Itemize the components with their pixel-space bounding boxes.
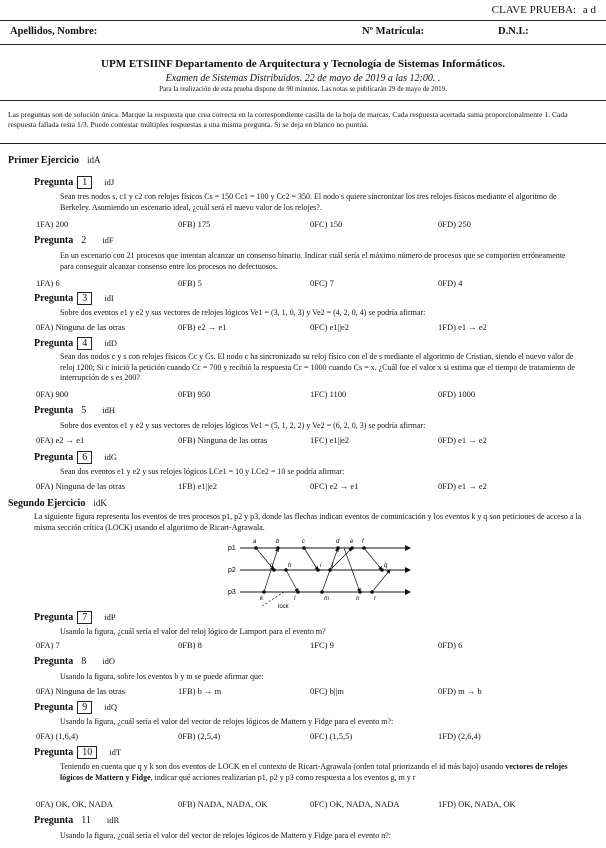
question-1-option-a[interactable]: 1FA) 200 <box>36 219 69 229</box>
event-label: c <box>302 539 305 545</box>
question-5-option-a[interactable]: 0FA) e2 → e1 <box>36 435 85 445</box>
lock-label: lock <box>278 604 289 610</box>
question-6-option-d[interactable]: 0FD) e1 → e2 <box>438 481 487 491</box>
question-7-option-c[interactable]: 1FC) 9 <box>310 640 334 650</box>
question-2-header: Pregunta 2 idF <box>34 235 114 246</box>
apellidos-label: Apellidos, Nombre: <box>10 26 98 37</box>
question-6-option-a[interactable]: 0FA) Ninguna de las otras <box>36 481 126 491</box>
message-arrow <box>364 548 382 570</box>
question-10-option-b[interactable]: 0FB) NADA, NADA, OK <box>178 799 268 809</box>
question-1-option-d[interactable]: 0FD) 250 <box>438 219 471 229</box>
event-dot <box>320 590 324 594</box>
question-9-option-b[interactable]: 0FB) (2,5,4) <box>178 731 221 741</box>
event-dot <box>276 546 280 550</box>
question-7-option-a[interactable]: 0FA) 7 <box>36 640 60 650</box>
event-dot <box>296 590 300 594</box>
question-8-option-a[interactable]: 0FA) Ninguna de las otras <box>36 686 126 696</box>
event-label: d <box>336 539 340 545</box>
question-7-option-d[interactable]: 0FD) 6 <box>438 640 463 650</box>
dni-label: D.N.I.: <box>498 26 529 37</box>
question-3-option-b[interactable]: 0FB) e2 → e1 <box>178 322 227 332</box>
question-2-option-d[interactable]: 0FD) 4 <box>438 278 463 288</box>
question-9-text: Usando la figura, ¿cuál sería el valor del vector de relojes lógicos de Mattern y Fidge para el evento m?: <box>60 717 394 726</box>
message-arrow <box>372 570 390 592</box>
question-6-option-b[interactable]: 1FB) e1||e2 <box>178 481 218 491</box>
question-5-header: Pregunta 5 idH <box>34 405 116 416</box>
event-label: h <box>288 563 292 569</box>
question-8-text: Usando la figura, sobre los eventos b y m se puede afirmar que: <box>60 672 264 681</box>
question-6-text: Sean dos eventos e1 y e2 y sus relojes lógicos LCe1 = 10 y LCe2 = 10 se podría afirmar: <box>60 467 345 476</box>
event-dot <box>262 590 266 594</box>
question-4-option-b[interactable]: 0FB) 950 <box>178 389 211 399</box>
question-1-option-b[interactable]: 0FB) 175 <box>178 219 211 229</box>
header-divider-bottom <box>0 44 606 45</box>
event-label: f <box>362 539 364 545</box>
question-4-option-a[interactable]: 0FA) 900 <box>36 389 69 399</box>
question-10-option-c[interactable]: 0FC) OK, NADA, NADA <box>310 799 400 809</box>
message-arrow <box>286 570 298 592</box>
question-11-text: Usando la figura, ¿cuál sería el valor del vector de relojes lógicos de Mattern y Fidge para el evento n?: <box>60 831 391 840</box>
header-divider-top <box>0 20 606 21</box>
clave-prueba: CLAVE PRUEBA: a d <box>491 4 596 16</box>
question-7-text: Usando la figura, ¿cuál sería el valor del reloj lógico de Lamport para el evento m? <box>60 627 326 636</box>
event-dot <box>362 546 366 550</box>
event-label: l <box>294 596 296 602</box>
question-8-option-c[interactable]: 0FC) b||m <box>310 686 344 696</box>
event-label: i <box>320 563 322 569</box>
question-4-text: Sean dos nodos c y s con relojes físicos Cc y Cs. El nodo c ha sincronizado su reloj físico con el de s mediante el algoritmo de Cristian, siendo el nuevo valor de reloj 1200; Si c inició la petición cuando Cc = 700 y recibió la respuesta Cc = 1000 cuando Cs = x. ¿Cuál fue el valor x si estima que el tiempo de tratamiento de interrupción de s es 200? <box>60 352 575 382</box>
question-2-option-a[interactable]: 1FA) 6 <box>36 278 60 288</box>
event-label: j <box>332 563 334 569</box>
event-dot <box>370 590 374 594</box>
event-label: b <box>276 539 280 545</box>
question-1-text: Sean tres nodos s, c1 y c2 con relojes físicos Cs = 150 Cc1 = 100 y Cc2 = 350. El nodo s quiere sincronizar los tres relojes físicos mediante el algoritmo de Berkeley. Asumiendo un escenario ideal, ¿cuál será el nuevo valor de los relojes?. <box>60 192 557 212</box>
process-label-p2: p2 <box>228 567 236 574</box>
question-7-header: Pregunta 7 idP <box>34 612 116 623</box>
question-5-option-c[interactable]: 1FC) e1||e2 <box>310 435 350 445</box>
exam-note: Para la realización de esta prueba dispone de 90 minutos. Las notas se publicarán 29 de mayo de 2019. <box>159 85 447 93</box>
question-5-option-d[interactable]: 0FD) e1 → e2 <box>438 435 487 445</box>
question-3-text: Sobre dos eventos e1 y e2 y sus vectores de relojes lógicos Ve1 = (3, 1, 0, 3) y Ve2 = (4, 2, 0, 4) se podría afirmar: <box>60 308 426 317</box>
question-2-text: En un escenario con 21 procesos que intentan alcanzar un consenso binario. Indicar cuál sería el máximo número de procesos que se comporten erróneamente para conseguir alcanzar consenso entre los procesos no defectuosos. <box>60 251 566 271</box>
process-label-p3: p3 <box>228 589 236 596</box>
question-6-option-c[interactable]: 0FC) e2 → e1 <box>310 481 359 491</box>
event-label: g <box>270 563 274 569</box>
exam-instructions: Las preguntas son de solución única. Marque la respuesta que crea correcta en la correspondiente casilla de la hoja de marcas. Cada respuesta acertada suma proporcionalmente 1. Cada respuesta fallada resta 1/3. Puede contestar múltiples respuestas a una misma pregunta. Si se deja en blanco no puntúa. <box>8 110 568 129</box>
event-dot <box>350 546 354 550</box>
question-5-option-b[interactable]: 0FB) Ninguna de las otras <box>178 435 268 445</box>
question-4-option-c[interactable]: 1FC) 1100 <box>310 389 347 399</box>
question-9-option-c[interactable]: 0FC) (1,5,5) <box>310 731 353 741</box>
question-9-header: Pregunta 9 idQ <box>34 702 118 713</box>
question-4-header: Pregunta 4 idD <box>34 338 118 349</box>
question-4-option-d[interactable]: 0FD) 1000 <box>438 389 476 399</box>
event-dot <box>358 590 362 594</box>
event-label: n <box>356 596 360 602</box>
event-dot <box>302 546 306 550</box>
figure-intro: La siguiente figura representa los eventos de tres procesos p1, p2 y p3, donde las flechas indican eventos de comunicación y los eventos k y q son peticiones de acceso a la misma sección crítica (LOCK) usando el algoritmo de Ricart-Agrawala. <box>34 512 582 532</box>
section-primer-ejercicio: Primer Ejercicio idA <box>8 155 101 166</box>
question-6-header: Pregunta 6 idG <box>34 452 118 463</box>
event-dot <box>336 546 340 550</box>
question-7-option-b[interactable]: 0FB) 8 <box>178 640 202 650</box>
process-label-p1: p1 <box>228 545 236 552</box>
question-2-option-c[interactable]: 0FC) 7 <box>310 278 334 288</box>
question-5-text: Sobre dos eventos e1 y e2 y sus vectores de relojes lógicos Ve1 = (5, 1, 2, 2) y Ve2 = (6, 2, 0, 3) se podría afirmar: <box>60 421 426 430</box>
clave-value: a d <box>582 4 596 16</box>
question-9-option-a[interactable]: 0FA) (1,6,4) <box>36 731 79 741</box>
question-8-option-d[interactable]: 0FD) m → b <box>438 686 482 696</box>
question-11-header: Pregunta 11 idR <box>34 815 120 826</box>
message-arrow <box>304 548 318 570</box>
question-3-option-a[interactable]: 0FA) Ninguna de las otras <box>36 322 126 332</box>
question-3-header: Pregunta 3 idI <box>34 293 114 304</box>
matricula-label: Nº Matrícula: <box>362 26 425 37</box>
section-segundo-ejercicio: Segundo Ejercicio idK <box>8 498 107 509</box>
question-3-option-c[interactable]: 0FC) e1||e2 <box>310 322 350 332</box>
question-8-option-b[interactable]: 1FB) b → m <box>178 686 222 696</box>
event-label: m <box>324 596 329 602</box>
event-label: a <box>253 539 257 545</box>
question-2-option-b[interactable]: 0FB) 5 <box>178 278 202 288</box>
question-9-option-d[interactable]: 1FD) (2,6,4) <box>438 731 481 741</box>
question-1-header: Pregunta 1 idJ <box>34 177 115 188</box>
question-10-header: Pregunta 10 idT <box>34 747 122 758</box>
question-1-option-c[interactable]: 0FC) 150 <box>310 219 343 229</box>
event-label: r <box>374 596 376 602</box>
event-label: e <box>350 539 354 545</box>
exam-subtitle: Examen de Sistemas Distribuidos. 22 de mayo de 2019 a las 12:00. . <box>165 73 441 84</box>
question-10-text: Teniendo en cuenta que q y k son dos eventos de LOCK en el contexto de Ricart-Agrawala (orden total priorizando el id más bajo) usando vectores de relojes lógicos de Mattern y Fidge, indicar qué acciones realizarían p1, p2 y p3 como respuesta a los eventos g, m y r <box>60 762 568 782</box>
event-label: q <box>384 563 388 569</box>
event-dot <box>254 546 258 550</box>
question-8-header: Pregunta 8 idO <box>34 656 116 667</box>
title-divider <box>0 100 606 101</box>
question-10-option-d[interactable]: 1FD) OK, NADA, OK <box>438 799 516 809</box>
question-10-option-a[interactable]: 0FA) OK, OK, NADA <box>36 799 114 809</box>
process-timeline-figure <box>226 534 416 610</box>
intro-divider <box>0 143 606 144</box>
event-label: k <box>260 596 263 602</box>
exam-title: UPM ETSIINF Departamento de Arquitectura y Tecnología de Sistemas Informáticos. <box>101 58 505 70</box>
question-3-option-d[interactable]: 1FD) e1 → e2 <box>438 322 487 332</box>
